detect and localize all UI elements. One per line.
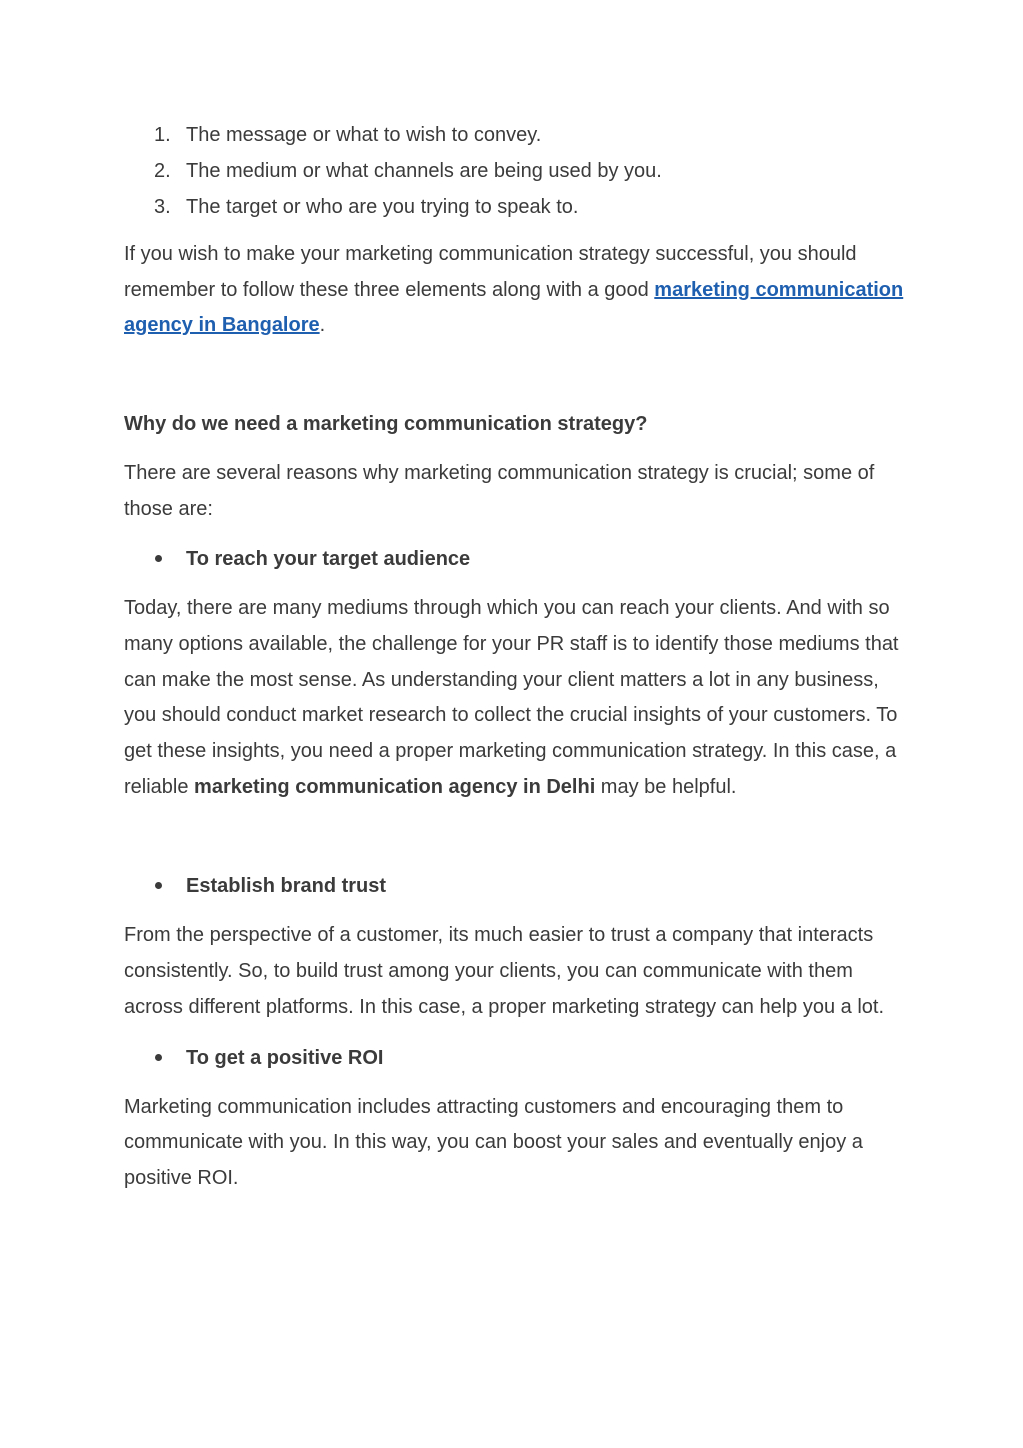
bullet-title: To get a positive ROI — [186, 1046, 384, 1069]
bullet-positive-roi — [124, 1040, 914, 1076]
bullet-reach-audience — [124, 541, 914, 577]
intro-text: If you wish to make your marketing communication strategy successful, you should remember to follow these three elements along with a good — [124, 243, 857, 301]
reach-text-end: may be helpful. — [595, 775, 737, 798]
bullet-icon — [155, 882, 162, 889]
reach-paragraph — [124, 591, 914, 805]
document-page — [124, 117, 914, 1197]
agency-delhi-bold: marketing communication agency in Delhi — [194, 775, 596, 798]
numbered-list — [124, 117, 914, 225]
bullet-brand-trust — [124, 868, 914, 904]
bullet-icon — [155, 1054, 162, 1061]
list-number: 1. — [154, 124, 171, 146]
section-heading: Why do we need a marketing communication strategy? — [124, 413, 648, 436]
list-item — [124, 117, 914, 153]
agency-bangalore-link[interactable]: marketing communication agency in Bangalore — [124, 278, 904, 337]
trust-paragraph: From the perspective of a customer, its much easier to trust a company that interacts consistently. So, to build trust among your clients, you can communicate with them across different platforms. In this case, a proper marketing strategy can help you a lot. — [124, 924, 885, 1018]
list-number: 3. — [154, 196, 171, 218]
list-item-text: The message or what to wish to convey. — [186, 124, 542, 146]
list-item — [124, 189, 914, 225]
reasons-paragraph: There are several reasons why marketing communication strategy is crucial; some of those are: — [124, 461, 875, 520]
bullet-title: Establish brand trust — [186, 875, 387, 898]
roi-paragraph: Marketing communication includes attracting customers and encouraging them to communicate with you. In this way, you can boost your sales and eventually enjoy a positive ROI. — [124, 1095, 863, 1189]
list-item — [124, 153, 914, 189]
bullet-title: To reach your target audience — [186, 548, 471, 571]
list-number: 2. — [154, 160, 171, 182]
intro-paragraph — [124, 237, 914, 344]
reach-text: Today, there are many mediums through which you can reach your clients. And with so many options available, the challenge for your PR staff is to identify those mediums that can make the most sense. As understanding your client matters a lot in any business, you should conduct market research to collect the crucial insights of your customers. To get these insights, you need a proper marketing communication strategy. In this case, a reliable — [124, 597, 899, 798]
list-item-text: The medium or what channels are being used by you. — [186, 160, 662, 182]
intro-period: . — [319, 314, 326, 337]
list-item-text: The target or who are you trying to speak to. — [186, 196, 579, 218]
bullet-icon — [155, 555, 162, 562]
